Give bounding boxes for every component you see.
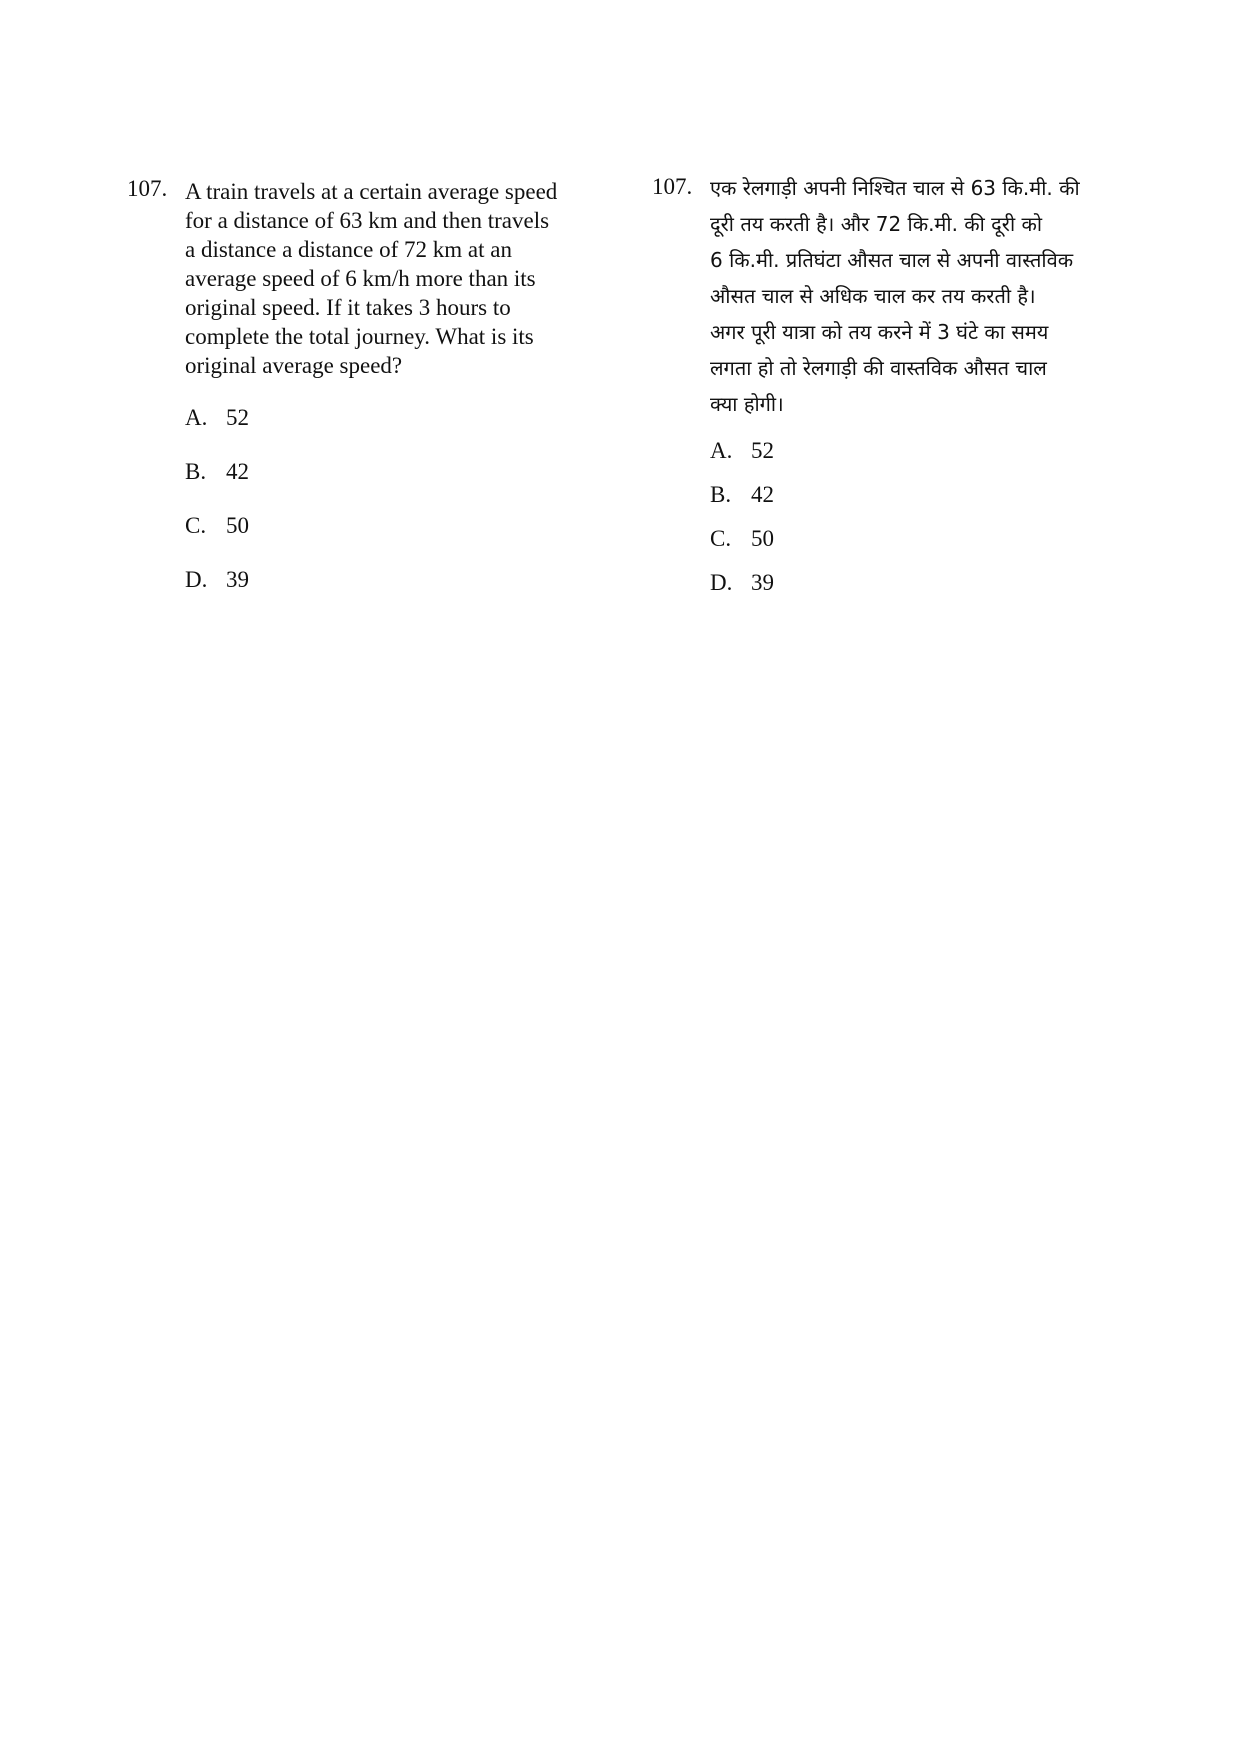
question-line: average speed of 6 km/h more than its — [185, 266, 536, 291]
question-text-hindi — [710, 170, 1080, 422]
question-text-english — [185, 177, 557, 380]
question-line: दूरी तय करती है। और 72 कि.मी. की दूरी को — [710, 212, 1043, 236]
question-line: क्या होगी। — [710, 392, 784, 416]
option-value: 52 — [751, 438, 774, 463]
option-value: 52 — [226, 405, 249, 430]
question-line: for a distance of 63 km and then travels — [185, 208, 550, 233]
option-d[interactable] — [710, 569, 774, 613]
question-line: औसत चाल से अधिक चाल कर तय करती है। — [710, 284, 1036, 308]
option-value: 50 — [226, 513, 249, 538]
options-english — [185, 404, 249, 620]
option-letter: B. — [710, 482, 732, 507]
option-letter: D. — [185, 567, 208, 592]
option-d[interactable] — [185, 566, 249, 620]
option-value: 42 — [751, 482, 774, 507]
option-letter: B. — [185, 459, 207, 484]
question-number-hindi: 107. — [652, 174, 693, 199]
question-line: 6 कि.मी. प्रतिघंटा औसत चाल से अपनी वास्तविक — [710, 248, 1074, 272]
question-line: original speed. If it takes 3 hours to — [185, 295, 511, 320]
option-value: 39 — [226, 567, 249, 592]
question-line: अगर पूरी यात्रा को तय करने में 3 घंटे का समय — [710, 320, 1049, 344]
question-line: A train travels at a certain average speed — [185, 179, 558, 204]
option-letter: C. — [185, 513, 207, 538]
option-c[interactable] — [710, 525, 774, 569]
question-line: लगता हो तो रेलगाड़ी की वास्तविक औसत चाल — [710, 356, 1047, 380]
question-line: a distance a distance of 72 km at an — [185, 237, 512, 262]
option-value: 42 — [226, 459, 249, 484]
options-hindi — [710, 437, 774, 613]
option-letter: A. — [710, 438, 733, 463]
option-c[interactable] — [185, 512, 249, 566]
question-line: एक रेलगाड़ी अपनी निश्चित चाल से 63 कि.मी. की — [710, 176, 1080, 200]
option-letter: C. — [710, 526, 732, 551]
option-letter: A. — [185, 405, 208, 430]
option-a[interactable] — [185, 404, 249, 458]
question-number-english: 107. — [127, 176, 168, 201]
question-line: complete the total journey. What is its — [185, 324, 534, 349]
option-value: 50 — [751, 526, 774, 551]
option-a[interactable] — [710, 437, 774, 481]
option-b[interactable] — [185, 458, 249, 512]
question-line: original average speed? — [185, 353, 403, 378]
option-letter: D. — [710, 570, 733, 595]
option-b[interactable] — [710, 481, 774, 525]
option-value: 39 — [751, 570, 774, 595]
